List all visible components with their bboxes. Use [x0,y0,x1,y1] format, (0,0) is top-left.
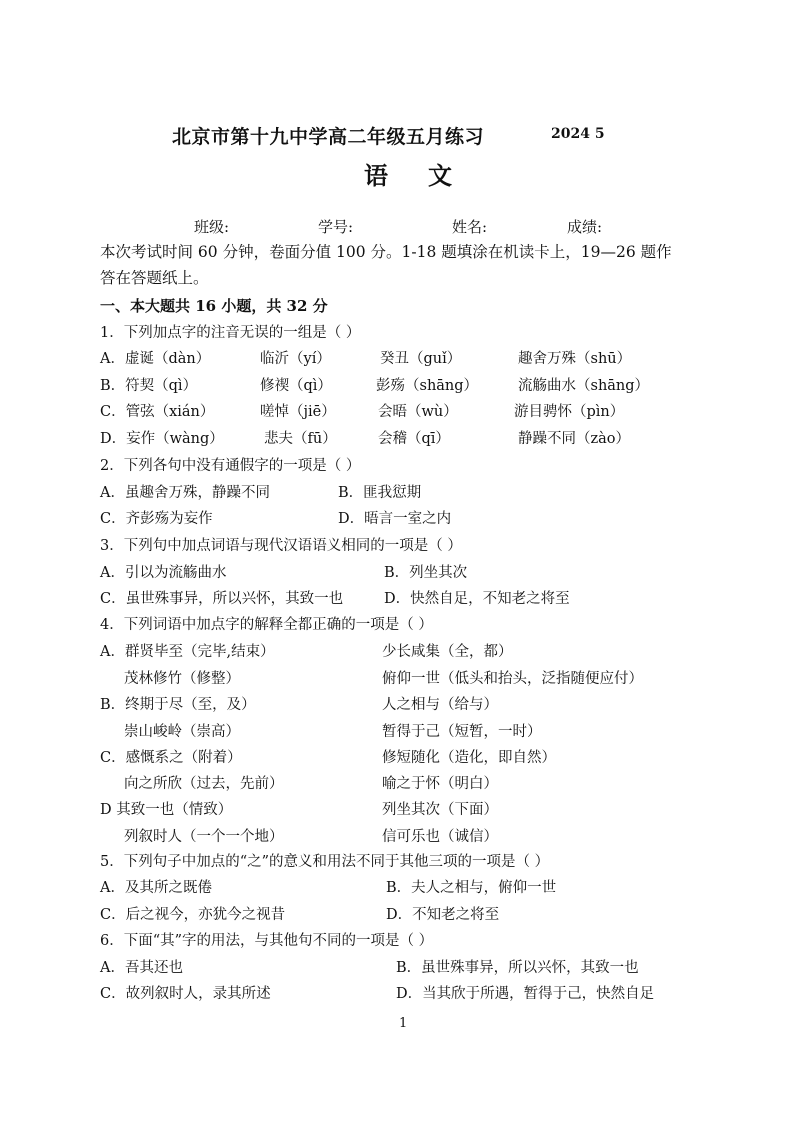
q3-option-c: C．虽世殊事异，所以兴怀，其致一也 [100,591,344,607]
question-2-stem: 2．下列各句中没有通假字的一项是（ ） [100,458,361,474]
name-field-label: 姓名: [452,218,488,236]
question-6-stem: 6．下面“其”字的用法，与其他句不同的一项是（ ） [100,933,434,949]
q6-option-d: D．当其欣于所遇，暂得于己，快然自足 [396,986,655,1002]
q4-a-right-2: 俯仰一世（低头和抬头，泛指随便应付） [382,671,643,687]
q4-c-left-2: 向之所欣（过去，先前） [124,776,284,792]
q4-b-right-1: 人之相与（给与） [382,697,498,713]
q4-d-left-2: 列叙时人（一个一个地） [124,829,284,845]
q3-option-d: D．快然自足，不知老之将至 [384,591,570,607]
q5-option-b: B．夫人之相与，俯仰一世 [386,880,557,896]
q5-option-a: A．及其所之既倦 [100,880,212,896]
q4-c-right-1: 修短随化（造化，即自然） [382,750,556,766]
q5-option-c: C．后之视今，亦犹今之视昔 [100,907,286,923]
q4-a-left-1: A．群贤毕至（完毕,结束） [100,644,275,660]
class-field-label: 班级: [194,218,230,236]
question-3-stem: 3．下列句中加点词语与现代汉语语义相同的一项是（ ） [100,538,462,554]
question-4-stem: 4．下列词语中加点字的解释全都正确的一项是（ ） [100,617,433,633]
q4-c-right-2: 喻之于怀（明白） [382,776,498,792]
q1-option-a-2: 临沂（yí） [260,351,331,367]
q1-option-a-3: 癸丑（guǐ） [380,351,462,367]
q1-option-b-1: B．符契（qì） [100,378,198,394]
q4-d-right-1: 列坐其次（下面） [382,802,498,818]
q4-d-right-2: 信可乐也（诚信） [382,829,498,845]
q4-a-left-2: 茂林修竹（修整） [124,671,240,687]
q2-option-a: A．虽趣舍万殊，静躁不同 [100,485,270,501]
q1-option-d-3: 会稽（qī） [378,431,450,447]
question-1-stem: 1．下列加点字的注音无误的一组是（ ） [100,325,361,341]
q1-option-c-2: 嗟悼（jiē） [260,404,336,420]
q2-option-d: D．晤言一室之内 [338,511,452,527]
q4-d-left-1: D 其致一也（情致） [100,802,233,818]
q6-option-c: C．故列叙时人，录其所述 [100,986,271,1002]
q2-option-c: C．齐彭殇为妄作 [100,511,213,527]
q4-b-left-1: B．终期于尽（至，及） [100,697,256,713]
q5-option-d: D．不知老之将至 [386,907,500,923]
q6-option-a: A．吾其还也 [100,960,183,976]
student-number-field-label: 学号: [318,218,354,236]
q1-option-d-2: 悲夫（fū） [264,431,337,447]
q1-option-a-1: A．虚诞（dàn） [100,351,211,367]
q1-option-c-4: 游目骋怀（pìn） [514,404,625,420]
q4-b-left-2: 崇山峻岭（崇高） [124,724,240,740]
exam-instructions-line-1: 本次考试时间 60 分钟，卷面分值 100 分。1-18 题填涂在机读卡上，19—26 题作 [100,243,672,261]
exam-date: 2024 5 [551,126,605,142]
q2-option-b: B．匪我愆期 [338,485,422,501]
exam-instructions-line-2: 答在答题纸上。 [100,269,209,287]
q4-a-right-1: 少长咸集（全，都） [382,644,513,660]
q1-option-d-1: D．妄作（wàng） [100,431,224,447]
q4-c-left-1: C．感慨系之（附着） [100,750,242,766]
q6-option-b: B．虽世殊事异，所以兴怀，其致一也 [396,960,639,976]
question-5-stem: 5．下列句子中加点的“之”的意义和用法不同于其他三项的一项是（ ） [100,854,550,870]
q1-option-b-3: 彭殇（shāng） [376,378,479,394]
q1-option-c-3: 会晤（wù） [378,404,458,420]
q1-option-d-4: 静躁不同（zào） [518,431,631,447]
q1-option-c-1: C．管弦（xián） [100,404,215,420]
subject-title: 语文 [364,161,492,190]
q1-option-b-2: 修禊（qì） [260,378,332,394]
q4-b-right-2: 暂得于己（短暂，一时） [382,724,542,740]
exam-title: 北京市第十九中学高二年级五月练习 [172,126,485,148]
page-number: 1 [399,1016,408,1031]
q1-option-b-4: 流觞曲水（shāng） [518,378,650,394]
section-heading: 一、本大题共 16 小题，共 32 分 [100,297,328,315]
q3-option-b: B．列坐其次 [384,565,468,581]
q3-option-a: A．引以为流觞曲水 [100,565,227,581]
score-field-label: 成绩: [567,218,603,236]
q1-option-a-4: 趣舍万殊（shū） [518,351,632,367]
